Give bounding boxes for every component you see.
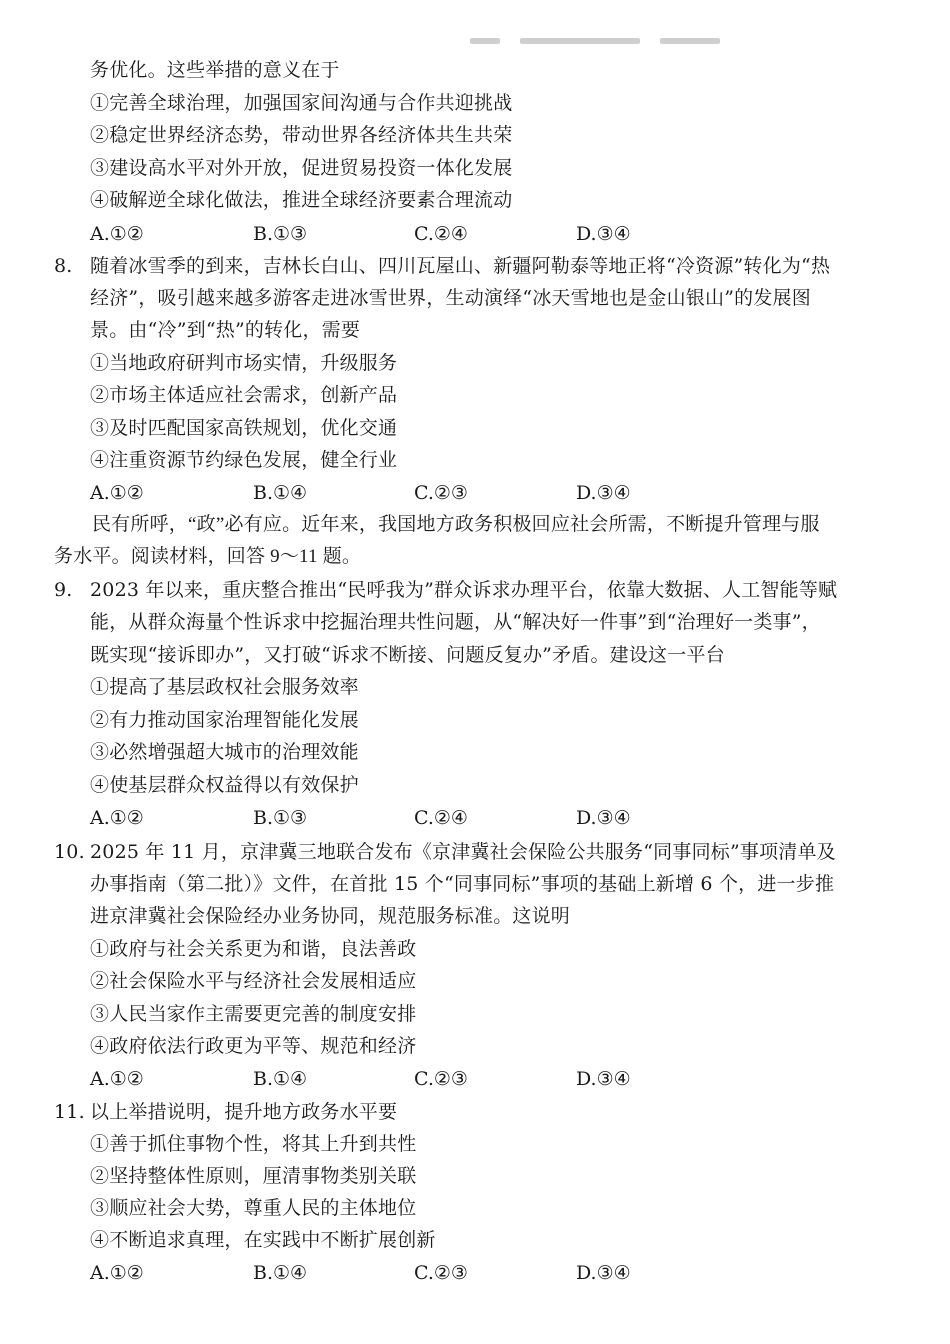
q8-option-2: ②市场主体适应社会需求，创新产品 [90, 384, 398, 406]
material-line: 民有所呼，“政”必有应。近年来，我国地方政务积极回应社会所需，不断提升管理与服 [92, 514, 820, 535]
q9-option-4: ④使基层群众权益得以有效保护 [90, 774, 359, 796]
q10-number: 10. [54, 841, 85, 863]
q9-number: 9. [54, 579, 73, 601]
q11-stem-line: 以上举措说明，提升地方政务水平要 [90, 1101, 398, 1123]
q7-stem-tail: 务优化。这些举措的意义在于 [90, 59, 340, 81]
q8-stem-line: 景。由“冷”到“热”的转化，需要 [90, 319, 361, 341]
q10-option-1: ①政府与社会关系更为和谐，良法善政 [90, 938, 417, 960]
choice-b[interactable]: B.①④ [253, 1262, 308, 1284]
material-line: 务水平。阅读材料，回答 9～11 题。 [54, 546, 362, 567]
q7-option-4: ④破解逆全球化做法，推进全球经济要素合理流动 [90, 189, 513, 211]
choice-c[interactable]: C.②④ [414, 223, 468, 245]
choice-b[interactable]: B.①③ [253, 223, 308, 245]
choice-a[interactable]: A.①② [90, 1068, 144, 1090]
q9-stem-line: 2023 年以来，重庆整合推出“民呼我为”群众诉求办理平台，依靠大数据、人工智能等赋 [90, 579, 838, 601]
choice-c[interactable]: C.②④ [414, 807, 468, 829]
q7-option-2: ②稳定世界经济态势，带动世界各经济体共生共荣 [90, 124, 513, 146]
choice-d[interactable]: D.③④ [576, 1068, 631, 1090]
q8-stem-line: 随着冰雪季的到来，吉林长白山、四川瓦屋山、新疆阿勒泰等地正将“冷资源”转化为“热 [90, 255, 831, 277]
choice-c[interactable]: C.②③ [414, 482, 468, 504]
cropped-header-mark [660, 38, 720, 44]
choice-b[interactable]: B.①④ [253, 1068, 308, 1090]
choice-c[interactable]: C.②③ [414, 1262, 468, 1284]
choice-c[interactable]: C.②③ [414, 1068, 468, 1090]
choice-d[interactable]: D.③④ [576, 807, 631, 829]
q8-number: 8. [54, 255, 73, 277]
q10-option-2: ②社会保险水平与经济社会发展相适应 [90, 970, 417, 992]
q9-option-1: ①提高了基层政权社会服务效率 [90, 676, 359, 698]
q10-stem-line: 2025 年 11 月，京津冀三地联合发布《京津冀社会保险公共服务“同事同标”事项清单及 [90, 841, 836, 863]
q11-option-2: ②坚持整体性原则，厘清事物类别关联 [90, 1165, 417, 1187]
q8-option-1: ①当地政府研判市场实情，升级服务 [90, 352, 398, 374]
q11-number: 11. [54, 1101, 85, 1123]
q11-option-3: ③顺应社会大势，尊重人民的主体地位 [90, 1197, 417, 1219]
choice-d[interactable]: D.③④ [576, 1262, 631, 1284]
choice-d[interactable]: D.③④ [576, 223, 631, 245]
choice-b[interactable]: B.①③ [253, 807, 308, 829]
choice-b[interactable]: B.①④ [253, 482, 308, 504]
q11-option-1: ①善于抓住事物个性，将其上升到共性 [90, 1133, 417, 1155]
q10-stem-line: 办事指南（第二批）》文件，在首批 15 个“同事同标”事项的基础上新增 6 个，进一步推 [90, 873, 835, 895]
choice-d[interactable]: D.③④ [576, 482, 631, 504]
q8-option-4: ④注重资源节约绿色发展，健全行业 [90, 449, 398, 471]
q9-stem-line: 能，从群众海量个性诉求中挖掘治理共性问题，从“解决好一件事”到“治理好一类事”， [90, 611, 821, 633]
q9-option-3: ③必然增强超大城市的治理效能 [90, 741, 359, 763]
q9-stem-line: 既实现“接诉即办”，又打破“诉求不断接、问题反复办”矛盾。建设这一平台 [90, 644, 725, 666]
q7-option-1: ①完善全球治理，加强国家间沟通与合作共迎挑战 [90, 92, 513, 114]
cropped-header-mark [470, 38, 500, 44]
q9-option-2: ②有力推动国家治理智能化发展 [90, 709, 359, 731]
q11-option-4: ④不断追求真理，在实践中不断扩展创新 [90, 1229, 436, 1251]
q10-stem-line: 进京津冀社会保险经办业务协同，规范服务标准。这说明 [90, 905, 571, 927]
choice-a[interactable]: A.①② [90, 482, 144, 504]
q7-option-3: ③建设高水平对外开放，促进贸易投资一体化发展 [90, 157, 513, 179]
choice-a[interactable]: A.①② [90, 1262, 144, 1284]
q8-option-3: ③及时匹配国家高铁规划，优化交通 [90, 417, 398, 439]
q10-option-4: ④政府依法行政更为平等、规范和经济 [90, 1035, 417, 1057]
q10-option-3: ③人民当家作主需要更完善的制度安排 [90, 1003, 417, 1025]
choice-a[interactable]: A.①② [90, 807, 144, 829]
cropped-header-mark [520, 38, 640, 44]
q8-stem-line: 经济”，吸引越来越多游客走进冰雪世界，生动演绎“冰天雪地也是金山银山”的发展图 [90, 287, 811, 309]
choice-a[interactable]: A.①② [90, 223, 144, 245]
